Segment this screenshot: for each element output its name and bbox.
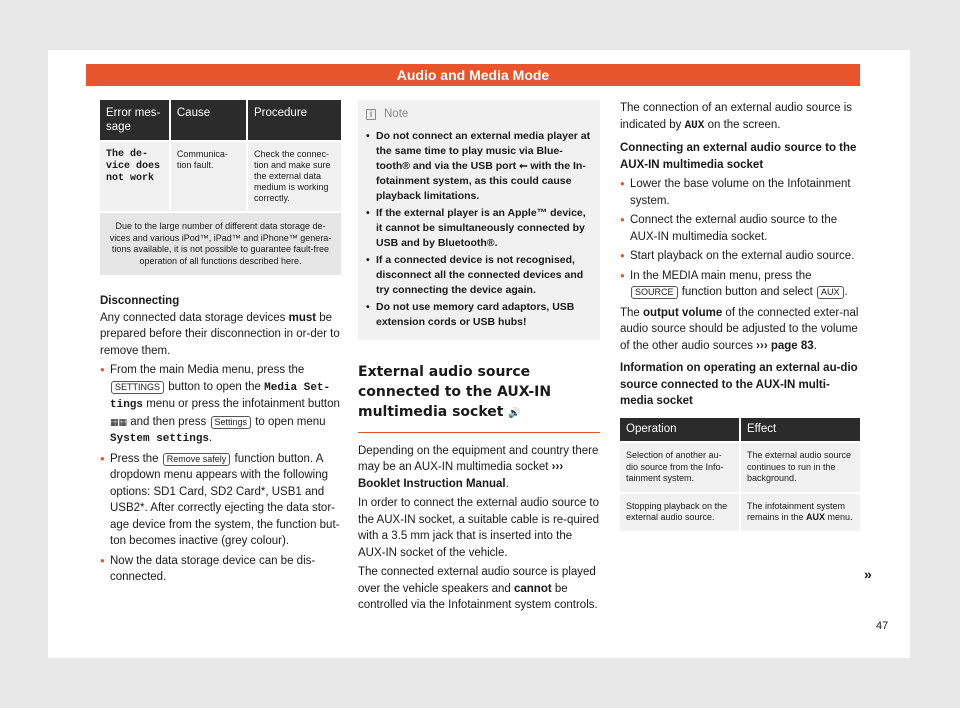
continue-mark: »	[864, 566, 872, 582]
table-row	[100, 141, 341, 212]
source-button[interactable]: SOURCE	[631, 286, 678, 299]
aux-socket-icon: 🔊	[508, 407, 521, 419]
system-settings-menu: System settings	[110, 433, 210, 445]
error-table	[100, 100, 341, 275]
connecting-heading: Connecting an external audio source to the AUX-IN multimedia socket	[620, 142, 857, 171]
settings-button[interactable]: SETTINGS	[111, 381, 164, 394]
booklet-link[interactable]: ››› Booklet Instruction Manual	[358, 461, 564, 490]
operation-header: Operation	[620, 418, 740, 443]
list-item: ● Lower the base volume on the Infotainment system.	[620, 176, 860, 209]
list-item: ● Now the data storage device can be dis-connected.	[100, 553, 341, 586]
infotainment-grid-icon: ▦▦	[110, 416, 128, 427]
column-left	[100, 100, 341, 586]
list-item: ● From the main Media menu, press the SETTINGS button to open the Media Set-tings menu or press the infotainment button ▦▦ and then press Settings to open menu System settings.	[100, 362, 341, 448]
table-row	[620, 442, 860, 493]
error-table-header-cause: Cause	[170, 100, 247, 141]
disconnecting-intro: Any connected data storage devices must be prepared before their disconnection in or-der to remove them.	[100, 311, 340, 357]
chapter-header: Audio and Media Mode	[86, 64, 860, 86]
effect-cell: The external audio source continues to run in the background.	[740, 442, 860, 493]
list-item: ● In the MEDIA main menu, press the SOURCE function button and select AUX .	[620, 268, 860, 301]
disconnecting-heading: Disconnecting	[100, 295, 180, 307]
aux-paragraph-2: In order to connect the external audio source to the AUX-IN socket, a suitable cable is re-quired with a 3.5 mm jack that is inserted into the AUX-IN socket of the vehicle.	[358, 497, 600, 559]
list-item: ● Connect the external audio source to the AUX-IN multimedia socket.	[620, 212, 860, 245]
operation-cell: Selection of another au-dio source from the Info-tainment system.	[620, 442, 740, 493]
aux-section-title: External audio source connected to the AUX-IN multimedia socket 🔊	[358, 362, 600, 433]
list-item: • If a connected device is not recognised, disconnect all the connected devices and try connecting the device again.	[366, 253, 592, 298]
settings-softkey[interactable]: Settings	[211, 416, 252, 429]
page-83-link[interactable]: ››› page 83	[756, 339, 814, 352]
page-number: 47	[876, 620, 889, 632]
column-middle	[358, 100, 600, 614]
list-item: ● Start playback on the external audio source.	[620, 248, 860, 265]
error-table-header-procedure: Procedure	[247, 100, 341, 141]
note-label: Note	[384, 108, 409, 120]
effect-cell: The infotainment system remains in the AUX menu.	[740, 493, 860, 531]
output-volume-paragraph: The output volume of the connected exter-nal audio source should be adjusted to the volume of the other audio sources ››› page 83.	[620, 306, 859, 352]
list-item: • If the external player is an Apple™ device, it cannot be simultaneously connected by USB and by Bluetooth®.	[366, 206, 592, 251]
aux-button[interactable]: AUX	[817, 286, 844, 299]
operation-cell: Stopping playback on the external audio source.	[620, 493, 740, 531]
note-box	[358, 100, 600, 340]
table-row	[620, 493, 860, 531]
effect-header: Effect	[740, 418, 860, 443]
error-message-cell: The de-vice does not work	[100, 141, 170, 212]
error-table-header-message: Error mes-sage	[100, 100, 170, 141]
list-item: ● Press the Remove safely function button. A dropdown menu appears with the following options: SD1 Card, SD2 Card*, USB1 and USB2*. After correctly ejecting the data stor-age device from the system, the function but-ton becomes inactive (grey colour).	[100, 451, 341, 550]
aux-paragraph-1: Depending on the equipment and country there may be an AUX-IN multimedia socket ››› Booklet Instruction Manual.	[358, 444, 599, 490]
aux-paragraph-3: The connected external audio source is played over the vehicle speakers and cannot be controlled via the Infotainment system controls.	[358, 566, 598, 611]
column-right	[620, 100, 860, 531]
error-cause-cell: Communica-tion fault.	[170, 141, 247, 212]
list-item: • Do not connect an external media player at the same time to play music via Blue-tooth® and via the USB port ⭠ with the In-fotainment system, as this could cause playback limitations.	[366, 129, 592, 204]
error-table-footnote: Due to the large number of different data storage de-vices and various iPod™, iPad™ and iPhone™ genera-tions available, it is not possible to guarantee fault-free operation of all functions described here.	[100, 212, 341, 275]
operation-table	[620, 418, 860, 531]
list-item: • Do not use memory card adaptors, USB extension cords or USB hubs!	[366, 300, 592, 330]
aux-indicator-paragraph: The connection of an external audio source is indicated by AUX on the screen.	[620, 102, 853, 132]
error-procedure-cell: Check the connec-tion and make sure the external data medium is working correctly.	[247, 141, 341, 212]
remove-safely-button[interactable]: Remove safely	[163, 453, 231, 466]
info-icon: i	[366, 109, 376, 120]
media-settings-menu: Media Set-tings	[110, 381, 331, 411]
operating-info-heading: Information on operating an external au-dio source connected to the AUX-IN multi-media socket	[620, 362, 858, 407]
